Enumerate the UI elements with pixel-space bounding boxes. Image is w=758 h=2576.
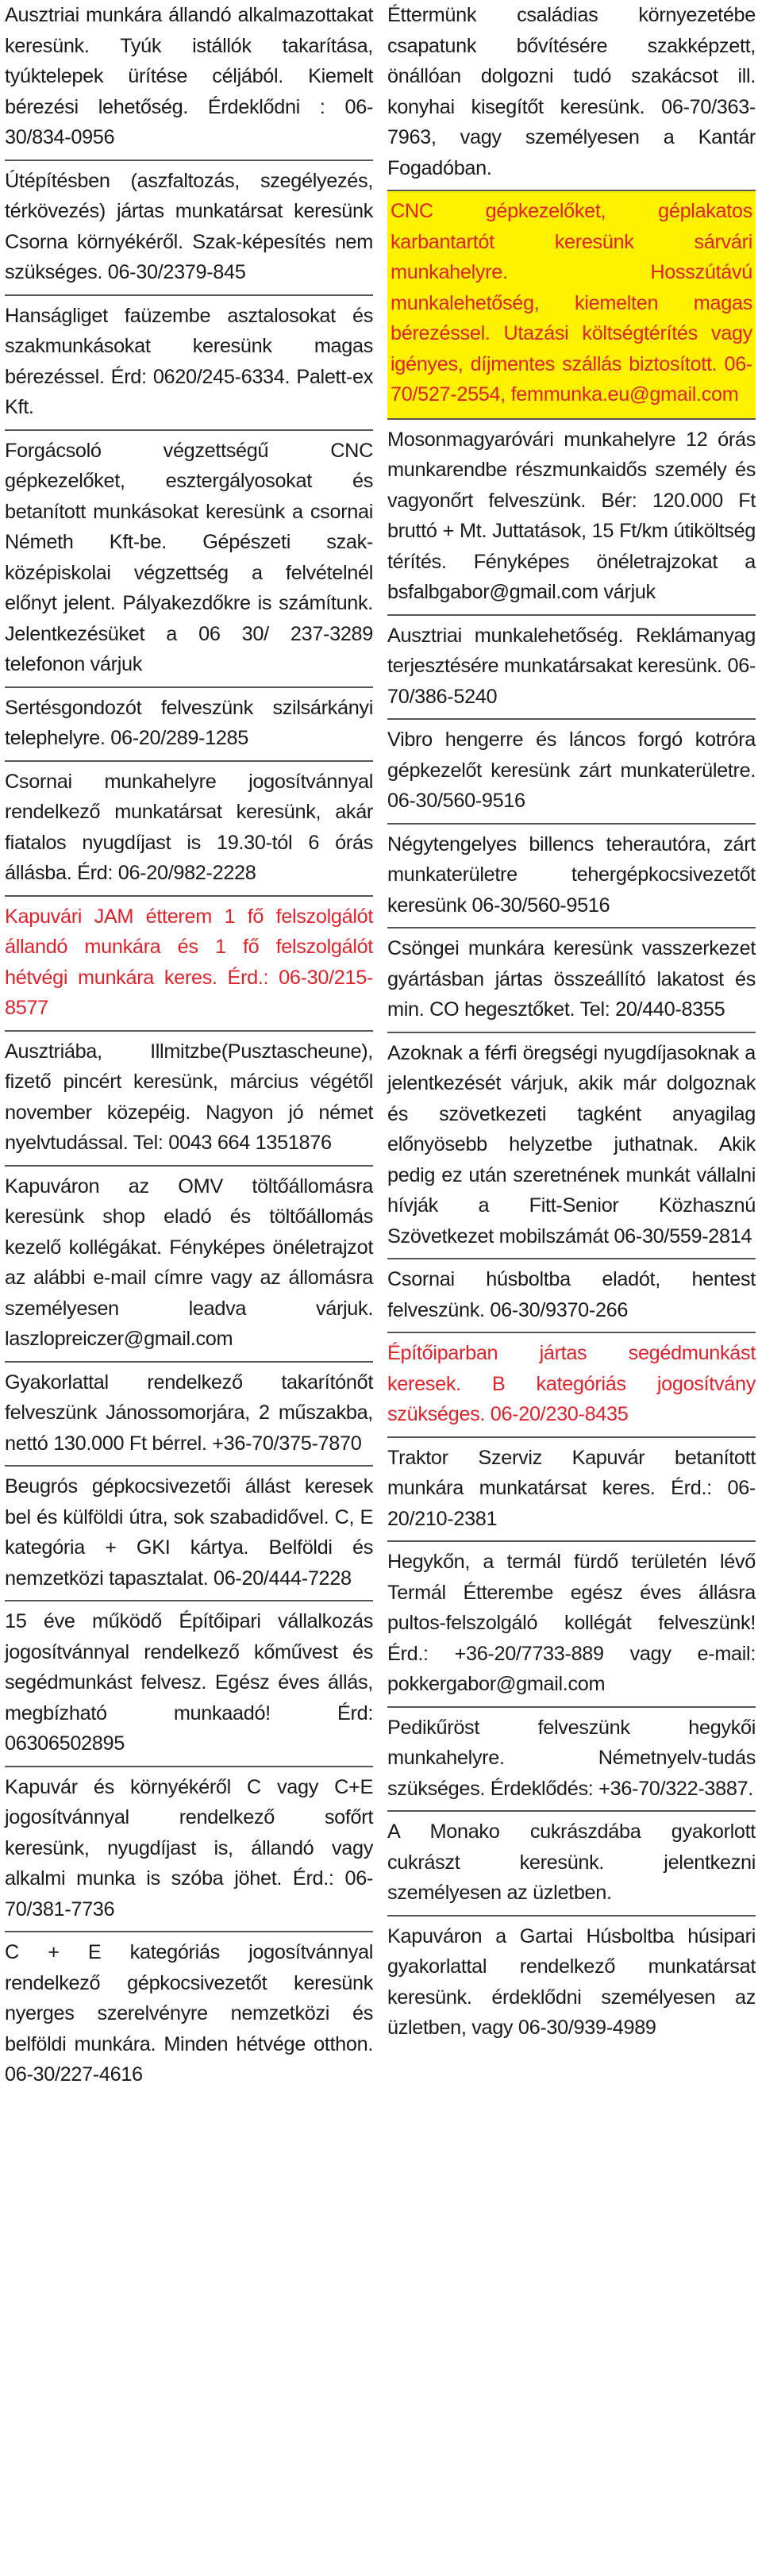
job-ad: Beugrós gépkocsivezetői állást keresek bel és külföldi útra, sok szabadidővel. C, E kategória + GKI kártya. Belföldi és nemzetközi tapasztalat. 06-20/444-7228 bbox=[5, 1467, 373, 1601]
job-ad: Csornai munkahelyre jogosítvánnyal rendelkező munkatársat keresünk, akár fiatalos nyugdíjast is 19.30-tól 6 órás állásba. Érd: 06-20/982-2228 bbox=[5, 762, 373, 897]
job-ad: Éttermünk családias környezetébe csapatunk bővítésére szakképzett, önállóan dolgozni tudó szakácsot ill. konyhai kisegítőt keresünk. 06-70/363-7963, vagy személyesen a Kantár Fogadóban. bbox=[387, 0, 756, 191]
job-ad: Ausztriába, Illmitzbe(Pusztascheune), fizető pincért keresünk, március végétől november közepéig. Nagyon jó német nyelvtudással. Tel: 0043 664 1351876 bbox=[5, 1032, 373, 1167]
left-column bbox=[5, 0, 373, 2576]
job-ad: A Monako cukrászdába gyakorlott cukrászt keresünk. jelentkezni személyesen az üzletben. bbox=[387, 1812, 756, 1917]
job-ad: Azoknak a férfi öregségi nyugdíjasoknak a jelentkezését várjuk, akik már dolgoznak és szövetkezeti tagként anyagilag előnyösebb helyzetbe juthatnak. Akik pedig ez után szeretnének munkát vállalni hívják a Fitt-Senior Közhasznú Szövetkezet mobilszámát 06-30/559-2814 bbox=[387, 1033, 756, 1260]
job-ad: Ausztriai munkára állandó alkalmazottakat keresünk. Tyúk istállók takarítása, tyúktelepek ürítése céljából. Kiemelt bérezési lehetőség. Érdeklődni : 06-30/834-0956 bbox=[5, 0, 373, 161]
job-ad: Csöngei munkára keresünk vasszerkezet gyártásban jártas összeállító lakatost és min. CO hegesztőket. Tel: 20/440-8355 bbox=[387, 929, 756, 1033]
job-ad: Vibro hengerre és láncos forgó kotróra gépkezelőt keresünk zárt munkaterületre. 06-30/560-9516 bbox=[387, 720, 756, 825]
job-ad: Gyakorlattal rendelkező takarítónőt felveszünk Jánossomorjára, 2 műszakba, nettó 130.000 Ft bérrel. +36-70/375-7870 bbox=[5, 1363, 373, 1467]
job-ad: Útépítésben (aszfaltozás, szegélyezés, térkövezés) jártas munkatársat keresünk Csorna környékéről. Szak-képesítés nem szükséges. 06-30/2379-845 bbox=[5, 161, 373, 296]
job-ad: Kapuvári JAM étterem 1 fő felszolgálót állandó munkára és 1 fő felszolgálót hétvégi munkára keres. Érd.: 06-30/215-8577 bbox=[5, 897, 373, 1032]
job-ad: Építőiparban jártas segédmunkást keresek. B kategóriás jogosítvány szükséges. 06-20/230-8435 bbox=[387, 1333, 756, 1438]
job-ad: 15 éve működő Építőipari vállalkozás jogosítvánnyal rendelkező kőművest és segédmunkást felvesz. Egész éves állás, megbízható munkaadó! Érd: 06306502895 bbox=[5, 1601, 373, 1767]
job-ad: Traktor Szerviz Kapuvár betanított munkára munkatársat keres. Érd.: 06-20/210-2381 bbox=[387, 1438, 756, 1543]
job-ad: Pedikűröst felveszünk hegykői munkahelyre. Németnyelv-tudás szükséges. Érdeklődés: +36-70/322-3887. bbox=[387, 1708, 756, 1813]
job-ad: Kapuváron a Gartai Húsboltba húsipari gyakorlattal rendelkező munkatársat keresünk. érdeklődni személyesen az üzletben, vagy 06-30/939-4989 bbox=[387, 1924, 756, 2039]
job-ad: Hanságliget faüzembe asztalosokat és szakmunkásokat keresünk magas bérezéssel. Érd: 0620/245-6334. Palett-ex Kft. bbox=[5, 296, 373, 431]
job-ad: Csornai húsboltba eladót, hentest felveszünk. 06-30/9370-266 bbox=[387, 1259, 756, 1333]
job-ad: Hegykőn, a termál fürdő területén lévő Termál Étterembe egész éves állásra pultos-felszolgáló kollégát felveszünk! Érd.: +36-20/7733-889 vagy e-mail: pokkergabor@gmail.com bbox=[387, 1542, 756, 1708]
job-ad: CNC gépkezelőket, géplakatos karbantartót keresünk sárvári munkahelyre. Hosszútávú munkalehetőség, kiemelten magas bérezéssel. Utazási költségtérítés vagy igényes, díjmentes szállás biztosított. 06-70/527-2554, femmunka.eu@gmail.com bbox=[387, 191, 756, 420]
job-ad: Kapuváron az OMV töltőállomásra keresünk shop eladó és töltőállomás kezelő kollégákat. Fényképes önéletrajzot az alábbi e-mail címre vagy az állomásra személyesen leadva várjuk. laszlopreiczer@gmail.com bbox=[5, 1167, 373, 1363]
job-ad: Négytengelyes billencs teherautóra, zárt munkaterületre tehergépkocsivezetőt keresünk 06-30/560-9516 bbox=[387, 825, 756, 929]
job-ad: Sertésgondozót felveszünk szilsárkányi telephelyre. 06-20/289-1285 bbox=[5, 688, 373, 762]
job-ad: Ausztriai munkalehetőség. Reklámanyag terjesztésére munkatársakat keresünk. 06-70/386-5240 bbox=[387, 616, 756, 721]
job-ad: C + E kategóriás jogosítvánnyal rendelkező gépkocsivezetőt keresünk nyerges szerelvényre nemzetközi és belföldi munkára. Minden hétvége otthon. 06-30/227-4616 bbox=[5, 1941, 373, 2086]
right-column bbox=[387, 0, 756, 2576]
job-ad: Mosonmagyaróvári munkahelyre 12 órás munkarendbe részmunkaidős személy és vagyonőrt felveszünk. Bér: 120.000 Ft bruttó + Mt. Juttatások, 15 Ft/km útiköltség térítés. Fényképes önéletrajzokat a bsfalbgabor@gmail.com várjuk bbox=[387, 420, 756, 616]
job-ad: Kapuvár és környékéről C vagy C+E jogosítvánnyal rendelkező sofőrt keresünk, nyugdíjast is, állandó vagy alkalmi munka is szóba jöhet. Érd.: 06-70/381-7736 bbox=[5, 1767, 373, 1933]
job-ad: Forgácsoló végzettségű CNC gépkezelőket, esztergályosokat és betanított munkásokat keresünk a csornai Németh Kft-be. Gépészeti szak-középiskolai végzettség a felvételnél előnyt jelent. Pályakezdőkre is számítunk. Jelentkezésüket a 06 30/ 237-3289 telefonon várjuk bbox=[5, 431, 373, 688]
